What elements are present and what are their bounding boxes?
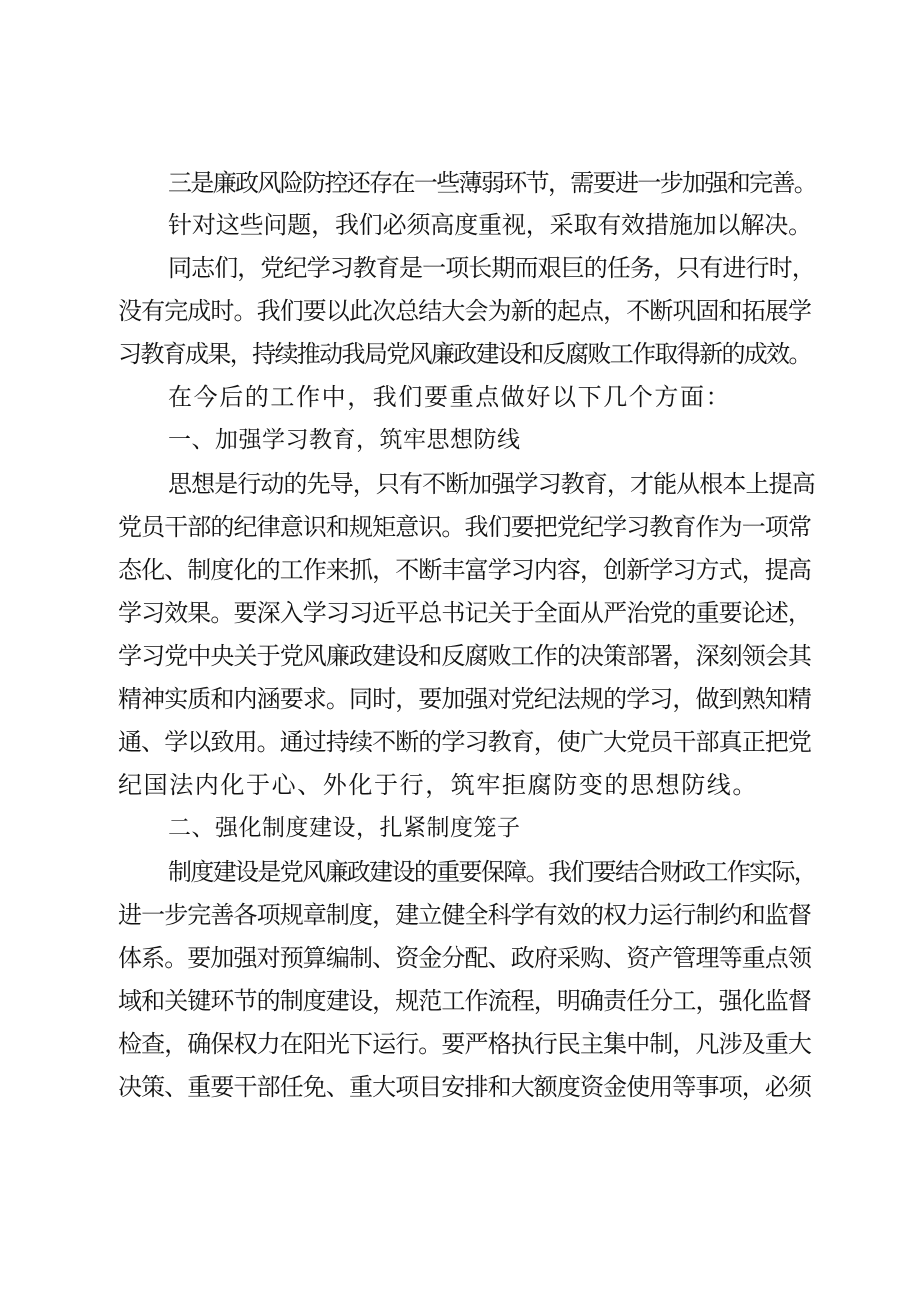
paragraph-line: 域和关键环节的制度建设，规范工作流程，明确责任分工，强化监督: [118, 987, 811, 1015]
paragraph-line: 通、学以致用。通过持续不断的学习教育，使广大党员干部真正把党: [118, 728, 811, 756]
paragraph-line: 决策、重要干部任免、重大项目安排和大额度资金使用等事项，必须: [118, 1073, 811, 1101]
paragraph-line: 体系。要加强对预算编制、资金分配、政府采购、资产管理等重点领: [118, 944, 811, 972]
paragraph-line: 在今后的工作中，我们要重点做好以下几个方面：: [168, 383, 732, 411]
paragraph-line: 学习党中央关于党风廉政建设和反腐败工作的决策部署，深刻领会其: [118, 642, 811, 670]
paragraph-line: 学习效果。要深入学习习近平总书记关于全面从严治党的重要论述，: [118, 599, 811, 627]
paragraph-line: 态化、制度化的工作来抓，不断丰富学习内容，创新学习方式，提高: [118, 556, 811, 584]
paragraph-line: 纪国法内化于心、外化于行，筑牢拒腐防变的思想防线。: [118, 771, 758, 799]
paragraph-line: 针对这些问题，我们必须高度重视，采取有效措施加以解决。: [168, 211, 812, 239]
paragraph-line: 习教育成果，持续推动我局党风廉政建设和反腐败工作取得新的成效。: [118, 340, 811, 368]
paragraph-line: 同志们，党纪学习教育是一项长期而艰巨的任务，只有进行时，: [168, 254, 815, 282]
paragraph-line: 精神实质和内涵要求。同时，要加强对党纪法规的学习，做到熟知精: [118, 685, 811, 713]
paragraph-line: 党员干部的纪律意识和规矩意识。我们要把党纪学习教育作为一项常: [118, 513, 811, 541]
paragraph-line: 制度建设是党风廉政建设的重要保障。我们要结合财政工作实际，: [168, 858, 817, 886]
paragraph-line: 检查，确保权力在阳光下运行。要严格执行民主集中制，凡涉及重大: [118, 1030, 811, 1058]
paragraph-line: 三是廉政风险防控还存在一些薄弱环节，需要进一步加强和完善。: [168, 169, 817, 197]
section-heading: 一、加强学习教育，筑牢思想防线: [168, 427, 521, 453]
paragraph-line: 思想是行动的先导，只有不断加强学习教育，才能从根本上提高: [168, 470, 815, 498]
section-heading: 二、强化制度建设，扎紧制度笼子: [168, 815, 521, 841]
paragraph-line: 进一步完善各项规章制度，建立健全科学有效的权力运行制约和监督: [118, 901, 811, 929]
paragraph-line: 没有完成时。我们要以此次总结大会为新的起点，不断巩固和拓展学: [118, 297, 811, 325]
